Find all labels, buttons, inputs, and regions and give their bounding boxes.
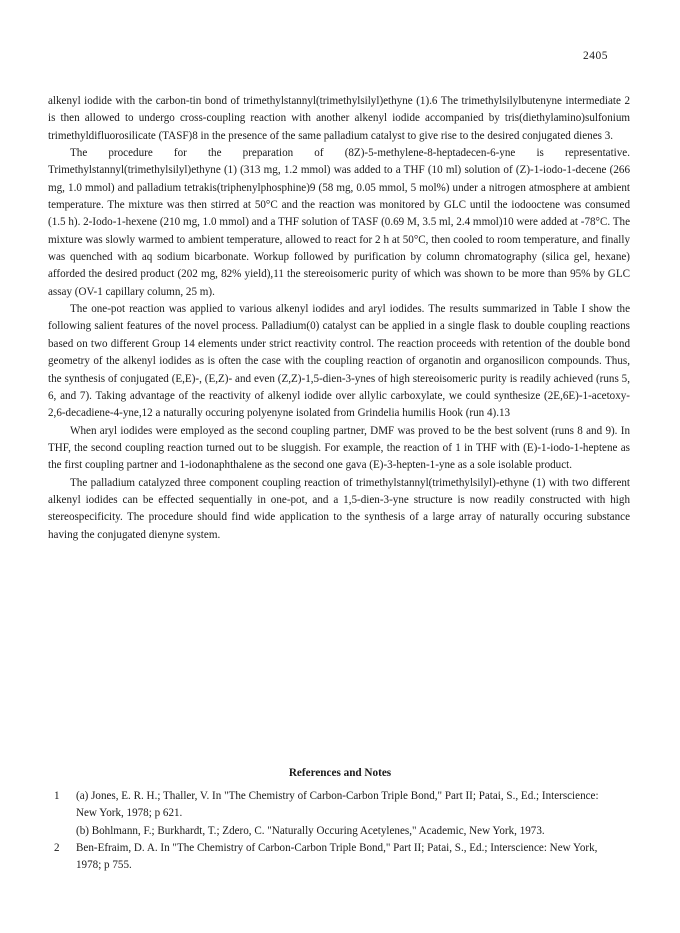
references-heading: References and Notes [288, 767, 392, 779]
body-text [48, 93, 630, 544]
paragraph-5: The palladium catalyzed three component coupling reaction of trimethylstannyl(trimethylsilyl)-ethyne (1) with two different alkenyl iodides can be effected sequentially in one-pot, and a 1,5-dien-3-yne structure is now readily constructed with high stereospecificity. The procedure should find wide application to the synthesis of a large array of naturally occuring substance having the conjugated dienyne system. [48, 476, 630, 541]
reference-body [76, 840, 608, 875]
paragraph-1: alkenyl iodide with the carbon-tin bond of trimethylstannyl(trimethylsilyl)ethyne (1).6 The trimethylsilylbutenyne intermediate 2 is then allowed to undergo cross-coupling reaction with another alkenyl iodide accompanied by tris(diethylamino)sulfonium trimethyldifluorosilicate (TASF)8 in the presence of the same palladium catalyst to give rise to the desired conjugated dienes 3. [48, 95, 630, 142]
reference-part: (a) Jones, E. R. H.; Thaller, V. In "The Chemistry of Carbon-Carbon Triple Bond," Part II; Patai, S., Ed.; Interscience: New York, 1978; p 621. [76, 790, 599, 820]
reference-body [76, 788, 608, 840]
reference-number: 1 [54, 790, 60, 802]
references-list [48, 788, 608, 875]
reference-number: 2 [54, 842, 60, 855]
paragraph-2: The procedure for the preparation of (8Z)-5-methylene-8-heptadecen-6-yne is representative. Trimethylstannyl(trimethylsilyl)ethyne (1) (313 mg, 1.2 mmol) was added to a THF (10 ml) solution of (Z)-1-iodo-1-decene (266 mg, 1.0 mmol) and palladium tetrakis(triphenylphosphine)9 (58 mg, 0.05 mmol, 5 mol%) under a nitrogen atmosphere at ambient temperature. The mixture was then stirred at 50°C and the reaction was monitored by GLC until the iodooctene was consumed (1.5 h). 2-Iodo-1-hexene (210 mg, 1.0 mmol) and a THF solution of TASF (0.69 M, 3.5 ml, 2.4 mmol)10 were added at -78°C. The mixture was slowly warmed to ambient temperature, allowed to react for 2 h at 50°C, then cooled to room temperature, and finally was quenched with aq sodium bicarbonate. Workup followed by purification by column chromatography (silica gel, hexane) afforded the desired product (202 mg, 82% yield),11 the stereoisomeric purity of which was shown to be more than 95% by GLC assay (OV-1 capillary column, 25 m). [48, 147, 630, 298]
reference-part: (b) Bohlmann, F.; Burkhardt, T.; Zdero, C. "Naturally Occuring Acetylenes," Academic, New York, 1973. [76, 824, 545, 837]
reference-item [48, 840, 608, 875]
reference-item [48, 788, 608, 840]
page-number: 2405 [583, 50, 608, 62]
paragraph-3: The one-pot reaction was applied to various alkenyl iodides and aryl iodides. The results summarized in Table I show the following salient features of the novel process. Palladium(0) catalyst can be applied in a single flask to double coupling reactions based on two different Group 14 elements under strict reactivity control. The reaction proceeds with retention of the double bond geometry of the alkenyl iodides as is often the case with the coupling reaction of organotin and organosilicon compounds. Thus, the synthesis of conjugated (E,E)-, (E,Z)- and even (Z,Z)-1,5-dien-3-ynes of high stereoisomeric purity is readily achieved (runs 5, 6, and 7). Taking advantage of the reactivity of alkenyl iodide over allylic carboxylate, we could synthesize (2E,6E)-1-acetoxy-2,6-decadiene-4-yne,12 a naturally occuring polyenyne isolated from Grindelia humilis Hook (run 4).13 [48, 303, 630, 420]
paragraph-4: When aryl iodides were employed as the second coupling partner, DMF was proved to be the best solvent (runs 8 and 9). In THF, the second coupling reaction turned out to be sluggish. For example, the reaction of 1 in THF with (E)-1-iodo-1-heptene as the first coupling partner and 1-iodonaphthalene as the second one gava (E)-3-hepten-1-yne as a sole isolable product. [48, 424, 630, 472]
reference-part: Ben-Efraim, D. A. In "The Chemistry of Carbon-Carbon Triple Bond," Part II; Patai, S., Ed.; Interscience: New York, 1978; p 755. [76, 842, 598, 872]
